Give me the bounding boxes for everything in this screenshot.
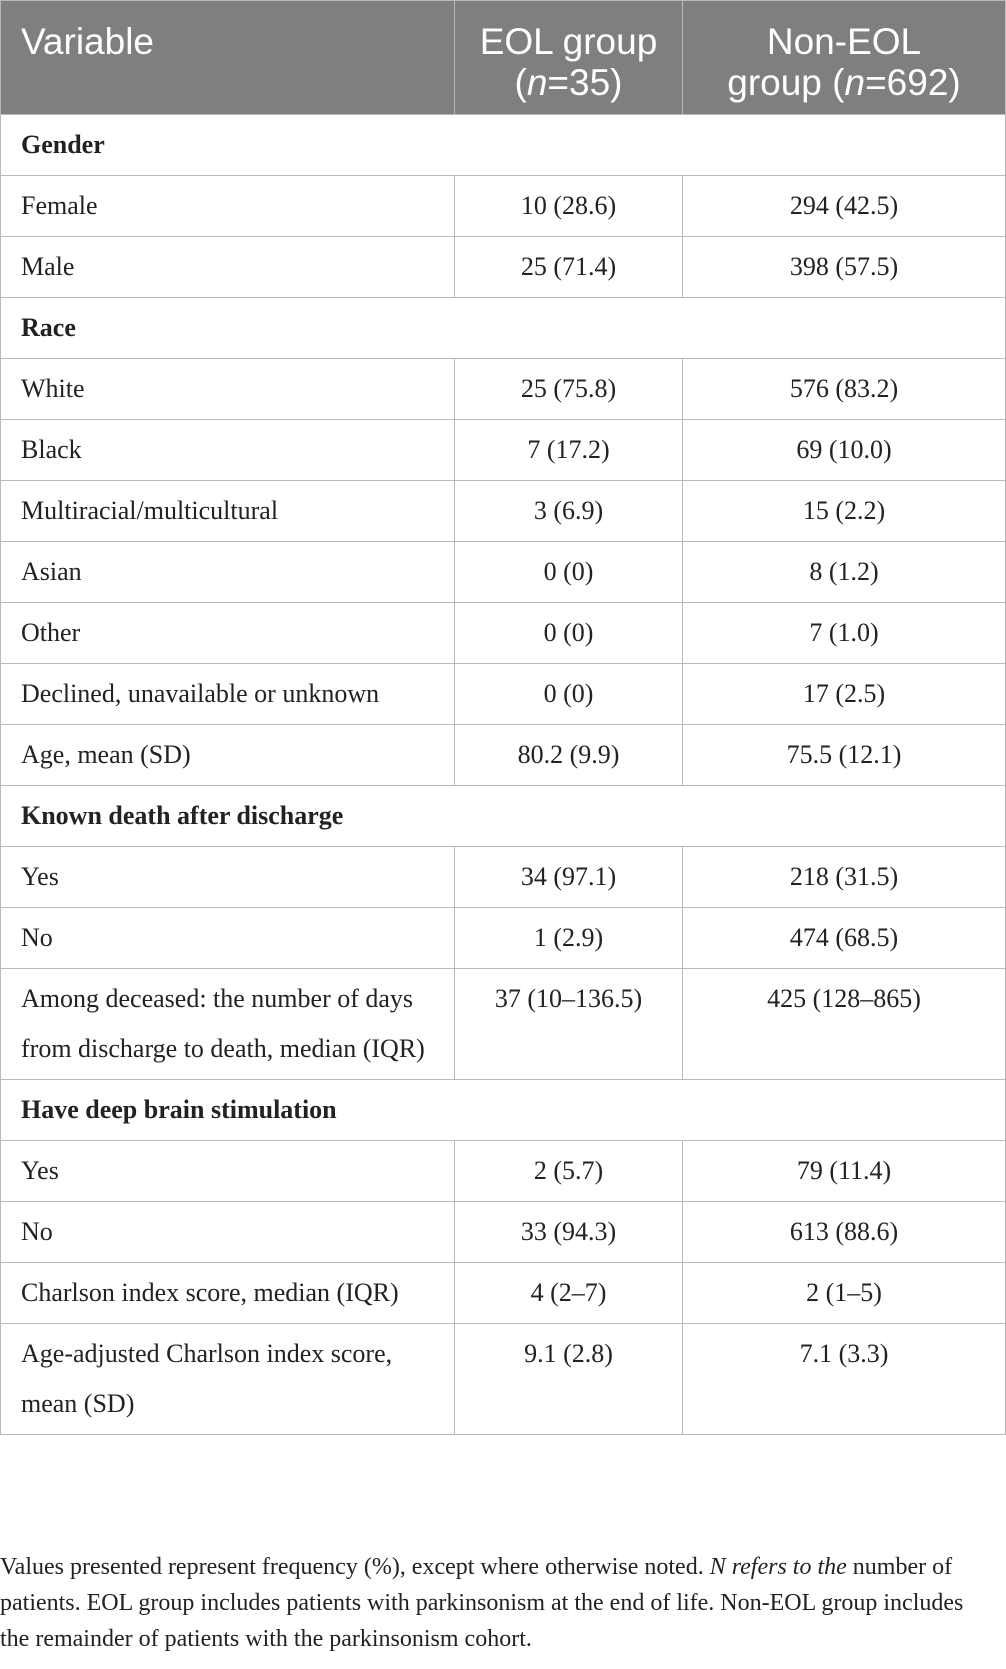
table-row: [1, 420, 1006, 481]
header-non-eol-n-value: =692): [865, 62, 961, 103]
non-eol-value: 398 (57.5): [683, 237, 1006, 298]
section-heading: Have deep brain stimulation: [1, 1080, 1006, 1141]
non-eol-value: 2 (1–5): [683, 1263, 1006, 1324]
non-eol-value: 17 (2.5): [683, 664, 1006, 725]
eol-value: 7 (17.2): [455, 420, 683, 481]
table-row: [1, 481, 1006, 542]
row-label: Female: [1, 176, 455, 237]
header-eol-label: EOL group: [479, 21, 658, 62]
section-row: [1, 298, 1006, 359]
row-label: Among deceased: the number of days from discharge to death, median (IQR): [1, 969, 455, 1080]
eol-value: 34 (97.1): [455, 847, 683, 908]
table-row: [1, 969, 1006, 1080]
eol-value: 0 (0): [455, 542, 683, 603]
table-row: [1, 1141, 1006, 1202]
header-non-eol-n-var: n: [844, 62, 866, 103]
non-eol-value: 425 (128–865): [683, 969, 1006, 1080]
table-row: [1, 847, 1006, 908]
section-row: [1, 115, 1006, 176]
table-row: [1, 725, 1006, 786]
eol-value: 2 (5.7): [455, 1141, 683, 1202]
eol-value: 25 (75.8): [455, 359, 683, 420]
eol-value: 3 (6.9): [455, 481, 683, 542]
non-eol-value: 218 (31.5): [683, 847, 1006, 908]
table-footnote: [0, 1549, 990, 1657]
row-label: Black: [1, 420, 455, 481]
table-row: [1, 542, 1006, 603]
eol-value: 10 (28.6): [455, 176, 683, 237]
header-non-eol-label-2: group (: [727, 62, 845, 103]
table-body: [1, 115, 1006, 1435]
section-heading: Race: [1, 298, 1006, 359]
table-row: [1, 1263, 1006, 1324]
section-row: [1, 786, 1006, 847]
header-row: [1, 1, 1006, 115]
row-label: No: [1, 1202, 455, 1263]
non-eol-value: 474 (68.5): [683, 908, 1006, 969]
table-row: [1, 603, 1006, 664]
non-eol-value: 613 (88.6): [683, 1202, 1006, 1263]
non-eol-value: 294 (42.5): [683, 176, 1006, 237]
row-label: Yes: [1, 847, 455, 908]
non-eol-value: 7.1 (3.3): [683, 1324, 1006, 1435]
footnote-part1: Values presented represent frequency (%), except where otherwise noted.: [0, 1554, 710, 1580]
footnote-part2: number of patients. EOL group includes patients with parkinsonism at the end of life. Non-EOL group includes the remainder of patients with the parkinsonism cohort.: [0, 1554, 964, 1652]
table-row: [1, 908, 1006, 969]
section-heading: Gender: [1, 115, 1006, 176]
row-label: No: [1, 908, 455, 969]
row-label: Age-adjusted Charlson index score, mean (SD): [1, 1324, 455, 1435]
table-row: [1, 176, 1006, 237]
row-label: Declined, unavailable or unknown: [1, 664, 455, 725]
non-eol-value: 8 (1.2): [683, 542, 1006, 603]
header-eol-group: [455, 1, 683, 115]
header-non-eol-group: [683, 1, 1006, 115]
eol-value: 33 (94.3): [455, 1202, 683, 1263]
non-eol-value: 69 (10.0): [683, 420, 1006, 481]
table-row: [1, 237, 1006, 298]
eol-value: 0 (0): [455, 603, 683, 664]
footnote-n-italic: N refers to the: [709, 1554, 847, 1580]
header-eol-n-value: =35): [547, 62, 623, 103]
eol-value: 37 (10–136.5): [455, 969, 683, 1080]
row-label: White: [1, 359, 455, 420]
non-eol-value: 79 (11.4): [683, 1141, 1006, 1202]
table-row: [1, 1324, 1006, 1435]
header-eol-n-var: n: [526, 62, 548, 103]
row-label: Yes: [1, 1141, 455, 1202]
row-label: Charlson index score, median (IQR): [1, 1263, 455, 1324]
row-label: Other: [1, 603, 455, 664]
non-eol-value: 7 (1.0): [683, 603, 1006, 664]
eol-value: 80.2 (9.9): [455, 725, 683, 786]
non-eol-value: 576 (83.2): [683, 359, 1006, 420]
header-variable: Variable: [1, 1, 455, 115]
table-row: [1, 1202, 1006, 1263]
eol-value: 25 (71.4): [455, 237, 683, 298]
non-eol-value: 75.5 (12.1): [683, 725, 1006, 786]
header-non-eol-label: Non-EOL: [766, 21, 922, 62]
row-label: Asian: [1, 542, 455, 603]
eol-value: 9.1 (2.8): [455, 1324, 683, 1435]
eol-value: 4 (2–7): [455, 1263, 683, 1324]
header-eol-n-prefix: (: [514, 62, 527, 103]
row-label: Multiracial/multicultural: [1, 481, 455, 542]
eol-value: 0 (0): [455, 664, 683, 725]
non-eol-value: 15 (2.2): [683, 481, 1006, 542]
row-label: Age, mean (SD): [1, 725, 455, 786]
eol-value: 1 (2.9): [455, 908, 683, 969]
table-row: [1, 359, 1006, 420]
section-heading: Known death after discharge: [1, 786, 1006, 847]
section-row: [1, 1080, 1006, 1141]
row-label: Male: [1, 237, 455, 298]
table-row: [1, 664, 1006, 725]
